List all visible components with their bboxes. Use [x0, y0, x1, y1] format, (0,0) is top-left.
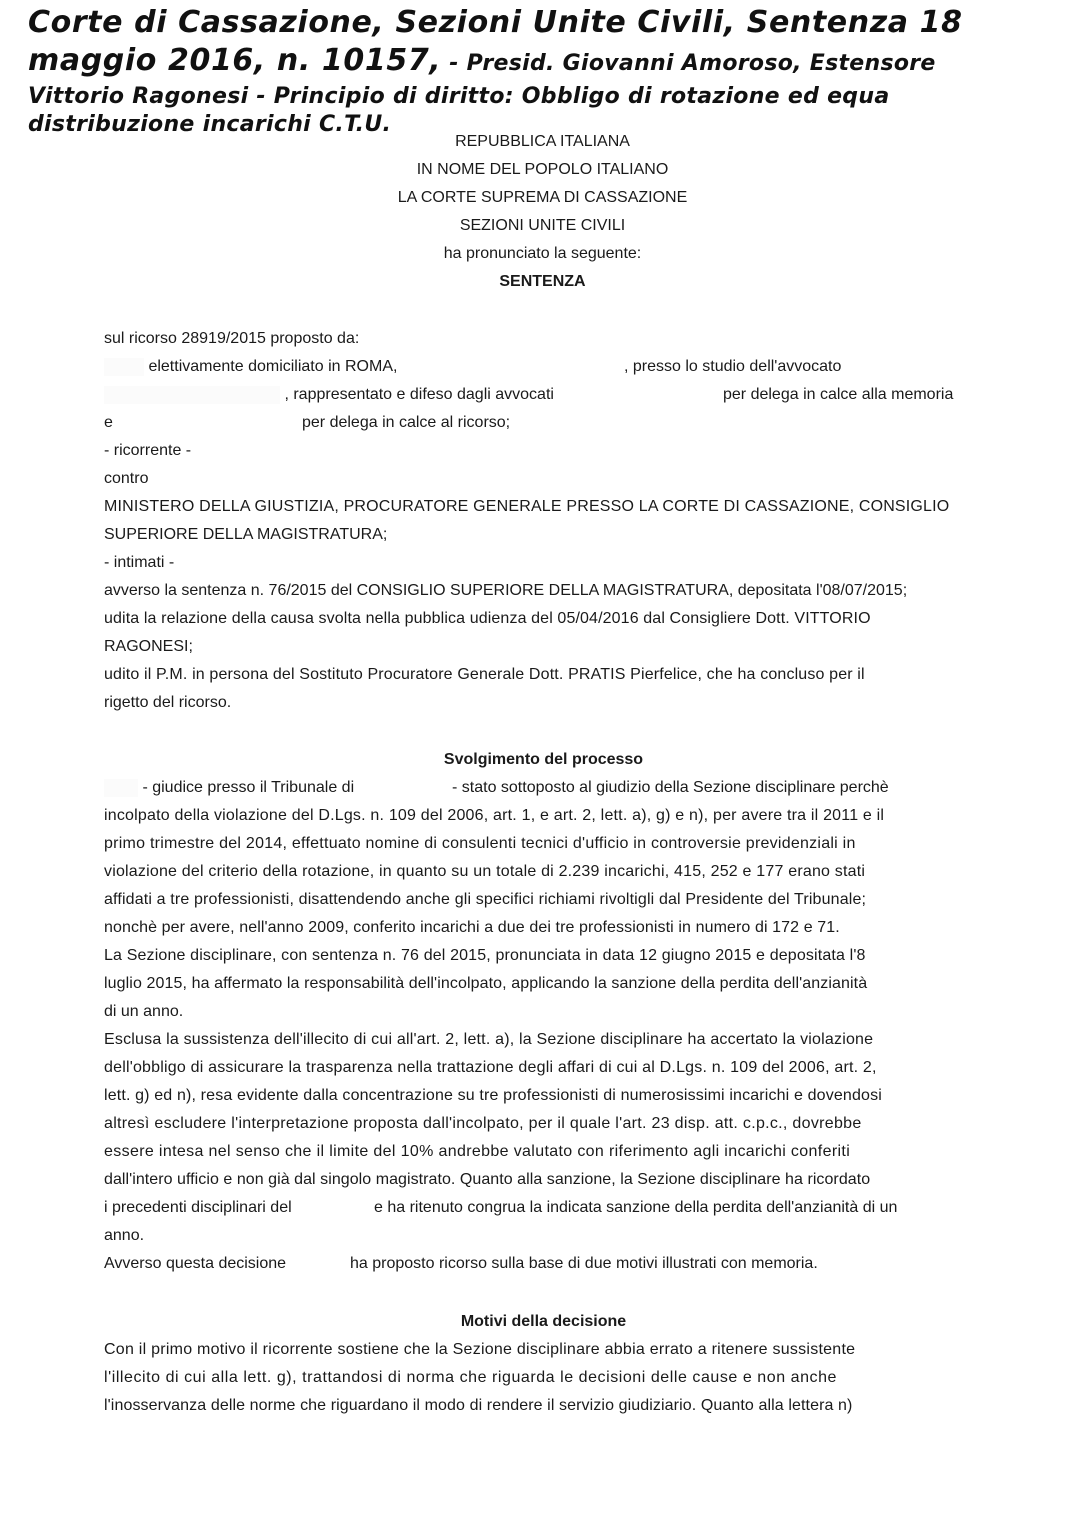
ricorso-line: sul ricorso 28919/2015 proposto da: [104, 330, 360, 347]
domicilio-line [104, 353, 983, 381]
intimati-label: - intimati - [104, 554, 175, 571]
motivi-line: l'illecito di cui alla lett. g), trattandosi di norma che riguarda le decisioni delle cause e non anche [104, 1369, 837, 1386]
svolgimento-line: anno. [104, 1227, 145, 1244]
heading-line: SEZIONI UNITE CIVILI [459, 217, 626, 234]
contro-label: contro [104, 470, 149, 487]
header-title-line-2-small: - Presid. Giovanni Amoroso, Estensore [441, 51, 936, 76]
svolgimento-line: di un anno. [104, 1003, 184, 1020]
svolgimento-text-a: Avverso questa decisione [104, 1255, 287, 1272]
heading-line: REPUBBLICA ITALIANA [455, 133, 630, 150]
header-title-line-4: distribuzione incarichi C.T.U. [28, 112, 392, 137]
svolgimento-text-b: ha proposto ricorso sulla base di due motivi illustrati con memoria. [350, 1255, 818, 1272]
motivi-line: Con il primo motivo il ricorrente sostiene che la Sezione disciplinare abbia errato a ritenere sussistente [104, 1341, 856, 1358]
svolgimento-line [104, 1194, 983, 1222]
parties-section [104, 325, 983, 717]
svolgimento-line: nonchè per avere, nell'anno 2009, conferito incarichi a due dei tre professionisti in numero di 172 e 71. [104, 919, 840, 936]
avverso-line: avverso la sentenza n. 76/2015 del CONSIGLIO SUPERIORE DELLA MAGISTRATURA, depositata l'08/07/2015; [104, 582, 908, 599]
svolgimento-line: Esclusa la sussistenza dell'illecito di cui all'art. 2, lett. a), la Sezione disciplinare ha accertato la violazione [104, 1031, 874, 1048]
delega-line [104, 409, 983, 437]
svolgimento-title: Svolgimento del processo [443, 751, 644, 768]
svolgimento-text-b: - stato sottoposto al giudizio della Sezione disciplinare perchè [452, 779, 889, 796]
ricorrente-label: - ricorrente - [104, 442, 192, 459]
motivi-section [104, 1308, 983, 1420]
heading-line: IN NOME DEL POPOLO ITALIANO [416, 161, 669, 178]
svolgimento-section [104, 746, 983, 1278]
header-title-line-2-big: maggio 2016, n. 10157, [28, 43, 442, 78]
header-title-line-3: Vittorio Ragonesi - Principio di diritto: Obbligo di rotazione ed equa [28, 84, 890, 109]
header-title-line-2 [28, 42, 1068, 83]
svolgimento-text-a: - giudice presso il Tribunale di [142, 779, 355, 796]
udito-line-2: rigetto del ricorso. [104, 694, 232, 711]
heading-line: LA CORTE SUPREMA DI CASSAZIONE [397, 189, 688, 206]
motivi-title: Motivi della decisione [460, 1313, 627, 1330]
svolgimento-line: essere intesa nel senso che il limite del 10% andrebbe valutato con riferimento agli incarichi conferiti [104, 1143, 851, 1160]
svolgimento-line [104, 774, 983, 802]
udita-line-2: RAGONESI; [104, 638, 193, 655]
ministero-line-2: SUPERIORE DELLA MAGISTRATURA; [104, 526, 388, 543]
court-heading [0, 128, 1085, 296]
udita-line-1: udita la relazione della causa svolta nella pubblica udienza del 05/04/2016 dal Consigliere Dott. VITTORIO [104, 610, 871, 627]
heading-line: ha pronunciato la seguente: [443, 245, 642, 262]
svolgimento-line: affidati a tre professionisti, disattendendo anche gli specifici richiami rivoltigli dal Presidente del Tribunale; [104, 891, 867, 908]
svolgimento-line: luglio 2015, ha affermato la responsabilità dell'incolpato, applicando la sanzione della perdita dell'anzianità [104, 975, 868, 992]
difeso-line [104, 381, 983, 409]
svolgimento-line [104, 1250, 983, 1278]
svolgimento-line: primo trimestre del 2014, effettuato nomine di consulenti tecnici d'ufficio in controversie previdenziali in [104, 835, 856, 852]
motivi-line: l'inosservanza delle norme che riguardano il modo di rendere il servizio giudiziario. Quanto alla lettera n) [104, 1397, 853, 1414]
svolgimento-line: incolpato della violazione del D.Lgs. n. 109 del 2006, art. 1, e art. 2, lett. a), g) e n), per avere tra il 2011 e il [104, 807, 885, 824]
ministero-line-1: MINISTERO DELLA GIUSTIZIA, PROCURATORE GENERALE PRESSO LA CORTE DI CASSAZIONE, CONSIGLIO [104, 498, 950, 515]
redacted-name [104, 386, 280, 404]
udito-line-1: udito il P.M. in persona del Sostituto Procuratore Generale Dott. PRATIS Pierfelice, che ha concluso per il [104, 666, 865, 683]
sentenza-heading: SENTENZA [499, 273, 586, 290]
svolgimento-line: dell'obbligo di assicurare la trasparenza nella trattazione degli affari di cui al D.Lgs. n. 109 del 2006, art. 2, [104, 1059, 877, 1076]
svolgimento-line: violazione del criterio della rotazione, in quanto su un totale di 2.239 incarichi, 415, 252 e 177 erano stati [104, 863, 866, 880]
difeso-text-b: per delega in calce alla memoria [723, 386, 954, 403]
difeso-text-a: , rappresentato e difeso dagli avvocati [284, 386, 554, 403]
svolgimento-line: La Sezione disciplinare, con sentenza n. 76 del 2015, pronunciata in data 12 giugno 2015 e depositata l'8 [104, 947, 866, 964]
delega-text-b: per delega in calce al ricorso; [302, 414, 511, 431]
svolgimento-line: altresì escludere l'interpretazione proposta dall'incolpato, per il quale l'art. 23 disp. att. c.p.c., dovrebbe [104, 1115, 862, 1132]
svolgimento-text-b: e ha ritenuto congrua la indicata sanzione della perdita dell'anzianità di un [374, 1199, 898, 1216]
svolgimento-line: dall'intero ufficio e non già dal singolo magistrato. Quanto alla sanzione, la Sezione disciplinare ha ricordato [104, 1171, 871, 1188]
svolgimento-text-a: i precedenti disciplinari del [104, 1199, 292, 1216]
redacted-name [104, 779, 138, 797]
svolgimento-line: lett. g) ed n), resa evidente dalla concentrazione su tre professionisti di numerosissimi incarichi e dovendosi [104, 1087, 882, 1104]
domicilio-text-b: , presso lo studio dell'avvocato [624, 358, 842, 375]
document-header [28, 4, 1068, 139]
redacted-name [104, 358, 144, 376]
header-title-line-1: Corte di Cassazione, Sezioni Unite Civili, Sentenza 18 [28, 5, 963, 40]
domicilio-text-a: elettivamente domiciliato in ROMA, [148, 358, 398, 375]
delega-text-a: e [104, 414, 113, 431]
